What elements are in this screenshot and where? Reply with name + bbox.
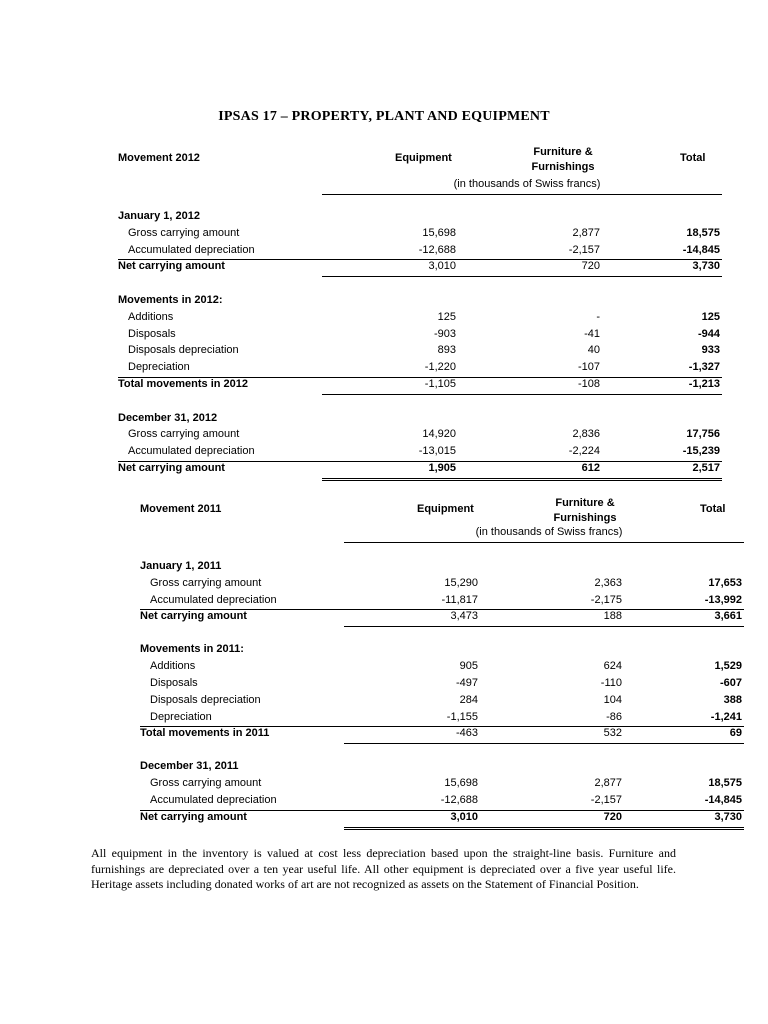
col-header-total: Total [680, 152, 706, 164]
table-row [0, 660, 768, 675]
double-underline [344, 827, 744, 830]
cell-equipment: 15,290 [444, 576, 478, 589]
cell-total: -14,845 [682, 243, 720, 256]
summary-row [0, 260, 768, 275]
summary-total: 3,730 [714, 810, 742, 823]
summary-furniture: 532 [603, 727, 622, 740]
cell-furniture: 40 [587, 344, 600, 357]
col-header-furniture: Furniture & Furnishings [553, 497, 617, 524]
cell-furniture: 2,877 [594, 777, 622, 790]
cell-total: -1,241 [710, 710, 742, 723]
cell-equipment: 893 [437, 344, 456, 357]
group-label: December 31, 2011 [140, 760, 239, 773]
cell-furniture: -2,224 [568, 445, 600, 458]
table-row [0, 577, 768, 592]
row-label: Disposals [150, 677, 198, 689]
summary-total: 2,517 [692, 462, 720, 474]
row-label: Depreciation [150, 710, 212, 723]
row-label: Gross carrying amount [150, 576, 262, 589]
cell-furniture: -110 [600, 677, 622, 689]
summary-row [0, 378, 768, 393]
cell-equipment: -11,817 [441, 593, 478, 606]
cell-equipment: -1,155 [446, 710, 478, 723]
table-row [0, 711, 768, 726]
row-label: Accumulated depreciation [128, 243, 255, 256]
cell-total: -15,239 [682, 445, 720, 458]
cell-total: 17,756 [686, 428, 720, 441]
table-row [0, 328, 768, 343]
cell-total: 1,529 [714, 660, 742, 673]
summary-row [0, 610, 768, 625]
summary-label: Total movements in 2012 [118, 378, 249, 390]
row-label: Accumulated depreciation [150, 794, 277, 806]
cell-furniture: 104 [603, 693, 622, 706]
summary-furniture: 188 [603, 610, 622, 623]
table-row [0, 677, 768, 692]
group-label: January 1, 2011 [140, 560, 222, 572]
summary-underline [344, 743, 744, 744]
summary-total: 3,730 [692, 260, 720, 273]
summary-total: 69 [729, 727, 742, 740]
cell-equipment: -903 [433, 327, 456, 340]
movement-table-2012 [0, 142, 768, 482]
row-label: Accumulated depreciation [150, 593, 277, 606]
cell-equipment: -12,688 [440, 794, 478, 806]
summary-underline [322, 276, 722, 277]
summary-row [0, 811, 768, 826]
units-note: (in thousands of Swiss francs) [453, 178, 601, 190]
footnote-paragraph: All equipment in the inventory is valued at cost less depreciation based upon the straight-line basis. Furniture and furnishings are depreciated over a ten year useful life. All other equipment is depreciated over a five year useful life. Heritage assets including donated works of art are not recognized as assets on the Statement of Financial Position. [91, 846, 676, 891]
col-header-equipment: Equipment [395, 152, 452, 164]
cell-furniture: - [596, 310, 600, 323]
summary-label: Net carrying amount [140, 610, 247, 623]
summary-equipment: -1,105 [424, 378, 456, 390]
cell-furniture: -2,157 [568, 243, 600, 256]
cell-furniture: -2,157 [590, 794, 622, 806]
cell-total: -1,327 [688, 361, 720, 374]
cell-furniture: -41 [584, 327, 600, 340]
summary-equipment: 3,010 [428, 260, 456, 273]
summary-total: 3,661 [714, 610, 742, 623]
summary-total: -1,213 [688, 378, 720, 390]
row-label: Depreciation [128, 361, 190, 374]
table-row [0, 445, 768, 460]
group-label: Movements in 2011: [140, 643, 244, 656]
table-row [0, 694, 768, 709]
row-label: Gross carrying amount [150, 777, 262, 790]
page-title: IPSAS 17 – PROPERTY, PLANT AND EQUIPMENT [218, 109, 550, 124]
table-row [0, 428, 768, 443]
summary-furniture: -108 [577, 378, 600, 390]
summary-equipment: 3,010 [450, 810, 478, 823]
table-row [0, 594, 768, 609]
header-underline [344, 542, 744, 543]
row-label: Accumulated depreciation [128, 445, 255, 458]
row-label: Disposals depreciation [150, 693, 261, 706]
cell-furniture: 2,836 [572, 428, 600, 441]
cell-equipment: -1,220 [424, 361, 456, 374]
group-label: December 31, 2012 [118, 411, 218, 424]
summary-underline [344, 626, 744, 627]
cell-equipment: 15,698 [422, 226, 456, 239]
summary-label: Total movements in 2011 [140, 727, 270, 740]
summary-row [0, 727, 768, 742]
col-header-total: Total [700, 503, 726, 515]
summary-row [0, 462, 768, 477]
cell-furniture: -86 [606, 710, 622, 723]
cell-equipment: 15,698 [444, 777, 478, 790]
cell-furniture: 2,877 [572, 226, 600, 239]
table-row [0, 244, 768, 259]
table-row [0, 794, 768, 809]
summary-equipment: 1,905 [428, 462, 456, 474]
summary-furniture: 720 [603, 810, 622, 823]
cell-furniture: -2,175 [590, 593, 622, 606]
double-underline [322, 478, 722, 481]
row-label: Additions [128, 310, 174, 323]
cell-furniture: 2,363 [594, 576, 622, 589]
row-label: Disposals [128, 327, 176, 340]
cell-total: 125 [701, 310, 720, 323]
col-header-furniture: Furniture & Furnishings [531, 146, 595, 173]
row-label: Additions [150, 660, 196, 673]
cell-total: -944 [697, 327, 720, 340]
cell-total: 17,653 [708, 576, 742, 589]
movement-table-2011 [0, 493, 768, 833]
table-row [0, 344, 768, 359]
table-heading: Movement 2012 [118, 152, 200, 164]
summary-furniture: 720 [581, 260, 600, 273]
cell-equipment: -497 [455, 677, 478, 689]
table-row [0, 311, 768, 326]
cell-equipment: 284 [459, 693, 478, 706]
cell-total: -13,992 [704, 593, 742, 606]
summary-equipment: -463 [455, 727, 478, 740]
cell-total: -14,845 [704, 794, 742, 806]
cell-total: 388 [723, 693, 742, 706]
row-label: Disposals depreciation [128, 344, 239, 357]
col-header-equipment: Equipment [417, 503, 474, 515]
summary-equipment: 3,473 [450, 610, 478, 623]
summary-underline [322, 394, 722, 395]
cell-total: -607 [719, 677, 742, 689]
header-underline [322, 194, 722, 195]
row-label: Gross carrying amount [128, 428, 240, 441]
cell-equipment: 14,920 [422, 428, 456, 441]
summary-label: Net carrying amount [140, 810, 247, 823]
table-row [0, 361, 768, 376]
table-heading: Movement 2011 [140, 503, 222, 515]
cell-equipment: 125 [437, 310, 456, 323]
table-row [0, 227, 768, 242]
group-label: January 1, 2012 [118, 210, 200, 222]
group-label: Movements in 2012: [118, 294, 223, 306]
units-note: (in thousands of Swiss francs) [475, 526, 623, 538]
summary-label: Net carrying amount [118, 462, 225, 474]
cell-furniture: 624 [603, 660, 622, 673]
cell-equipment: -12,688 [418, 243, 456, 256]
table-row [0, 777, 768, 792]
cell-equipment: 905 [459, 660, 478, 673]
summary-furniture: 612 [581, 462, 600, 474]
cell-equipment: -13,015 [418, 445, 456, 458]
cell-total: 18,575 [686, 226, 720, 239]
row-label: Gross carrying amount [128, 226, 240, 239]
summary-label: Net carrying amount [118, 260, 225, 273]
cell-furniture: -107 [577, 361, 600, 374]
cell-total: 933 [701, 344, 720, 357]
cell-total: 18,575 [708, 777, 742, 790]
